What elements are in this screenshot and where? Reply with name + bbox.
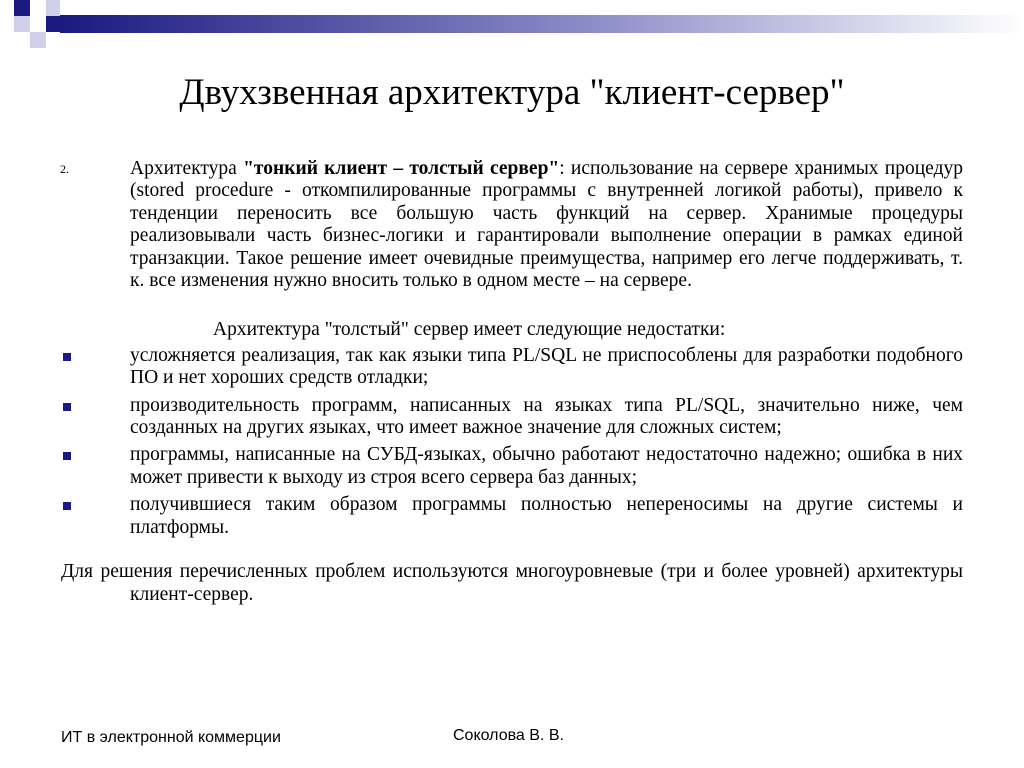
deco-square [30,0,46,16]
item-text: : использование на сервере хранимых процедур (stored procedure - откомпилированные программы с внутренней логикой работы), привело к тенденции переносить все большую часть функций на сервер. Хранимые процедуры реализовывали часть бизнес-логики и гарантировали выполнение операции в рамках единой транзакции. Такое решение имеет очевидные преимущества, например его легче поддерживать, т. к. все изменения нужно вносить только в одном месте – на сервере. [130,158,963,292]
footer-author: Соколова В. В. [453,727,564,744]
list-item [0,494,963,539]
list-item [0,444,963,489]
square-bullet-icon [63,452,71,460]
header-decoration [0,0,1024,70]
item-bold-term: "тонкий клиент – толстый сервер" [243,158,560,179]
bullet-text: усложняется реализация, так как языки типа PL/SQL не приспособлены для разработки подобного ПО и нет хороших средств отладки; [130,344,963,389]
deco-square [0,16,14,32]
deco-square [30,16,46,32]
header-gradient-bar [60,15,1024,33]
deco-square [14,16,30,32]
conclusion-paragraph: Для решения перечисленных проблем используются многоуровневые (три и более уровней) архитектуры клиент-сервер. [61,561,963,605]
numbered-item-2 [0,158,963,292]
bullet-text: программы, написанные на СУБД-языках, обычно работают недостаточно надежно; ошибка в них может привести к выходу из строя всего сервера баз данных; [130,444,963,488]
slide-content [0,158,1024,606]
list-item [0,395,963,440]
item-prefix: Архитектура [130,158,244,179]
bullet-text: получившиеся таким образом программы полностью непереносимы на другие системы и платформы. [130,494,963,538]
footer-course: ИТ в электронной коммерции [61,729,281,746]
disadvantages-list [0,345,1024,539]
bullet-text: производительность программ, написанных на языках типа PL/SQL, значительно ниже, чем созданных на других языках, что имеет важное значение для сложных систем; [130,394,963,439]
square-bullet-icon [63,403,71,411]
disadvantages-heading: Архитектура "толстый" сервер имеет следующие недостатки: [213,319,726,341]
deco-square [14,32,30,48]
square-bullet-icon [63,353,71,361]
square-bullet-icon [63,502,71,510]
deco-square [46,16,60,32]
deco-square [46,0,60,16]
list-item [0,345,963,390]
item-number: 2. [60,162,69,176]
deco-square [30,32,46,48]
deco-square [14,0,30,16]
slide-title: Двухзвенная архитектура "клиент-сервер" [179,72,845,113]
